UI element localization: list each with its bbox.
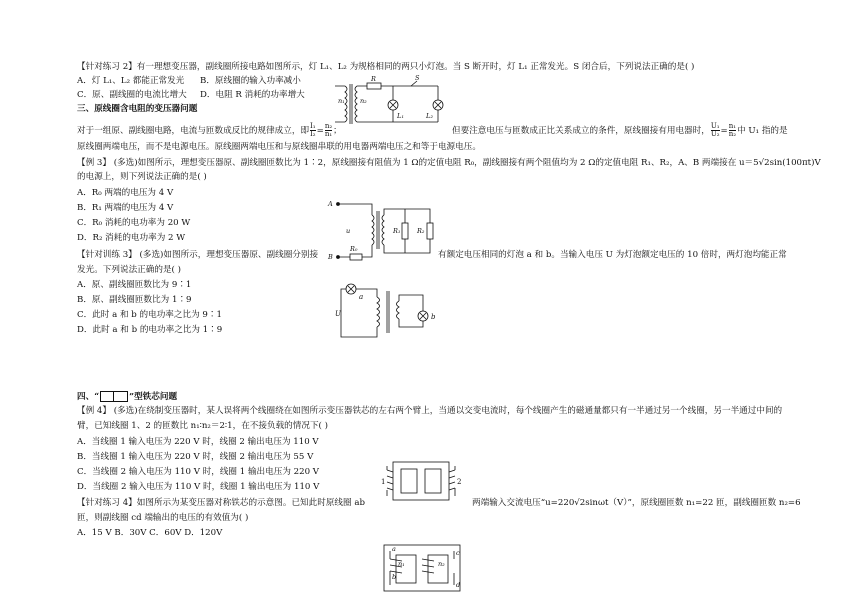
example4-option-c: C．当线圈 2 输入电压为 110 V 时，线圈 1 输出电压为 220 V [77,467,320,477]
example4-option-a: A．当线圈 1 输入电压为 220 V 时，线圈 2 输出电压为 110 V [77,437,319,447]
fig-label-a: a [359,293,364,301]
fig-label-B: B [328,253,333,261]
fig-label-b: b [431,313,436,321]
example3-option-c: C．R₀ 消耗的电功率为 20 W [77,218,191,228]
practice2-option-c: C．原、副线圈的电流比增大 [77,90,187,100]
training3-option-b: B．原、副线圈匝数比为 1∶9 [77,295,192,305]
fig-label-coil-2: 2 [457,478,462,486]
practice4-core-figure [382,543,462,593]
example3-option-a: A．R₀ 两端的电压为 4 V [77,188,174,198]
practice2-stem: 【针对练习 2】有一理想变压器，副线圈所接电路如图所示，灯 L₁、L₂ 为规格相同的两只小灯泡。当 S 断开时，灯 L₁ 正常发光。S 闭合后，下列说法正确的是( ) [77,62,695,72]
example3-option-b: B．R₁ 两端的电压为 4 V [77,203,174,213]
practice4-stem-line1-left: 【针对练习 4】如图所示为某变压器对称铁芯的示意图。已知此时原线圈 ab [77,498,365,508]
practice4-options: A．15 V B．30V C．60V D．120V [77,528,223,538]
fig-label-n2: n₂ [360,97,367,105]
section4-title: 四、“ ”型铁芯问题 [77,392,178,402]
fig-label-S: S [415,74,420,82]
training3-option-c: C．此时 a 和 b 的电功率之比为 9∶1 [77,310,222,320]
fig-label-R: R [371,75,376,83]
training3-stem-line1-left: 【针对训练 3】 (多选)如图所示，理想变压器原、副线圈分别接 [77,250,319,260]
training3-stem-line2: 发光。下列说法正确的是( ) [77,265,181,275]
fig-label-A: A [328,200,333,208]
example4-option-b: B．当线圈 1 输入电压为 220 V 时，线圈 2 输出电压为 55 V [77,452,314,462]
example4-option-d: D．当线圈 2 输入电压为 110 V 时，线圈 1 输出电压为 110 V [77,482,320,492]
fig-label-L2: L₂ [426,112,433,120]
example3-option-d: D．R₂ 消耗的电功率为 2 W [77,233,186,243]
fig-label-n1: n₁ [338,97,345,105]
fig-label-R0: R₀ [350,245,358,253]
practice4-stem-line1-right: 两端输入交流电压“u=220√2sinωt（V）”，原线圈匝数 n₁=22 匝，副线圈匝数 n₂=6 [472,498,801,508]
training3-option-a: A．原、副线圈匝数比为 9∶1 [77,280,192,290]
section3-line2: 原线圈两端电压，而不是电源电压。原线圈两端电压和与原线圈串联的用电器两端电压之和等于电源电压。 [77,142,481,152]
practice4-stem-line2: 匝，则副线圈 cd 端输出的电压的有效值为( ) [77,513,249,523]
fig-label-c: c [456,549,460,557]
fig-label-L1: L₁ [397,112,404,120]
fig-label-b: b [392,573,397,581]
fig-label-n1: n₁ [398,560,405,568]
example4-stem-line1: 【例 4】 (多选)在绕制变压器时，某人误将两个线圈绕在如图所示变压器铁芯的左右两个臂上，当通以交变电流时，每个线圈产生的磁通量都只有一半通过另一个线圈，另一半通过中间的 [77,406,783,416]
training3-circuit-figure [335,283,440,341]
section3-line1-right: 但要注意电压与匝数成正比关系成立的条件，原线圈接有用电器时， $\frac{\text{U₁}}{\text{U₂}}$ = $\frac{\text{n₁}}{\text{n₂}}$ 中 U₁ 指的是 [452,122,788,138]
training3-option-d: D．此时 a 和 b 的电功率之比为 1∶9 [77,325,223,335]
fig-label-u: u [346,227,351,235]
fig-label-a: a [392,545,396,553]
example4-stem-line2: 臂，已知线圈 1、2 的匝数比 n₁∶n₂＝2∶1，在不接负载的情况下( ) [77,421,328,431]
practice2-option-a: A．灯 L₁、L₂ 都能正常发光 [77,76,185,86]
fig-label-coil-1: 1 [381,478,386,486]
example3-circuit-figure [328,197,440,263]
fig-label-d: d [456,581,461,589]
training3-stem-line1-right: 有额定电压相同的灯泡 a 和 b。当输入电压 U 为灯泡额定电压的 10 倍时，两灯泡均能正常 [438,250,787,260]
example3-stem-line1: 【例 3】 (多选)如图所示，理想变压器原、副线圈匝数比为 1∶2，原线圈接有阻值为 1 Ω的定值电阻 R₀，副线圈接有两个阻值均为 2 Ω的定值电阻 R₁、R₂，A、B 两端接在 u＝5√2sin(100πt)V [77,158,821,168]
fig-label-R2: R₂ [417,227,425,235]
practice2-option-d: D．电阻 R 消耗的功率增大 [200,90,305,100]
section3-title: 三、原线圈含电阻的变压器问题 [77,104,198,114]
practice2-circuit-figure [333,74,448,128]
fig-label-U: U [335,310,341,318]
section3-line1-left: 对于一组原、副线圈电路，电流与匝数成反比的规律成立，即 $\frac{\text{I₁}}{\text{I₂}}$ = $\frac{\text{n₂}}{\text{n₁}}$ ； [77,122,342,138]
example4-core-figure [381,458,461,504]
example3-stem-line2: 的电源上，则下列说法正确的是( ) [77,172,207,182]
practice2-option-b: B．原线圈的输入功率减小 [200,76,301,86]
fig-label-n2: n₂ [438,560,445,568]
fig-label-R1: R₁ [393,227,401,235]
core-shape-icon [100,391,128,402]
